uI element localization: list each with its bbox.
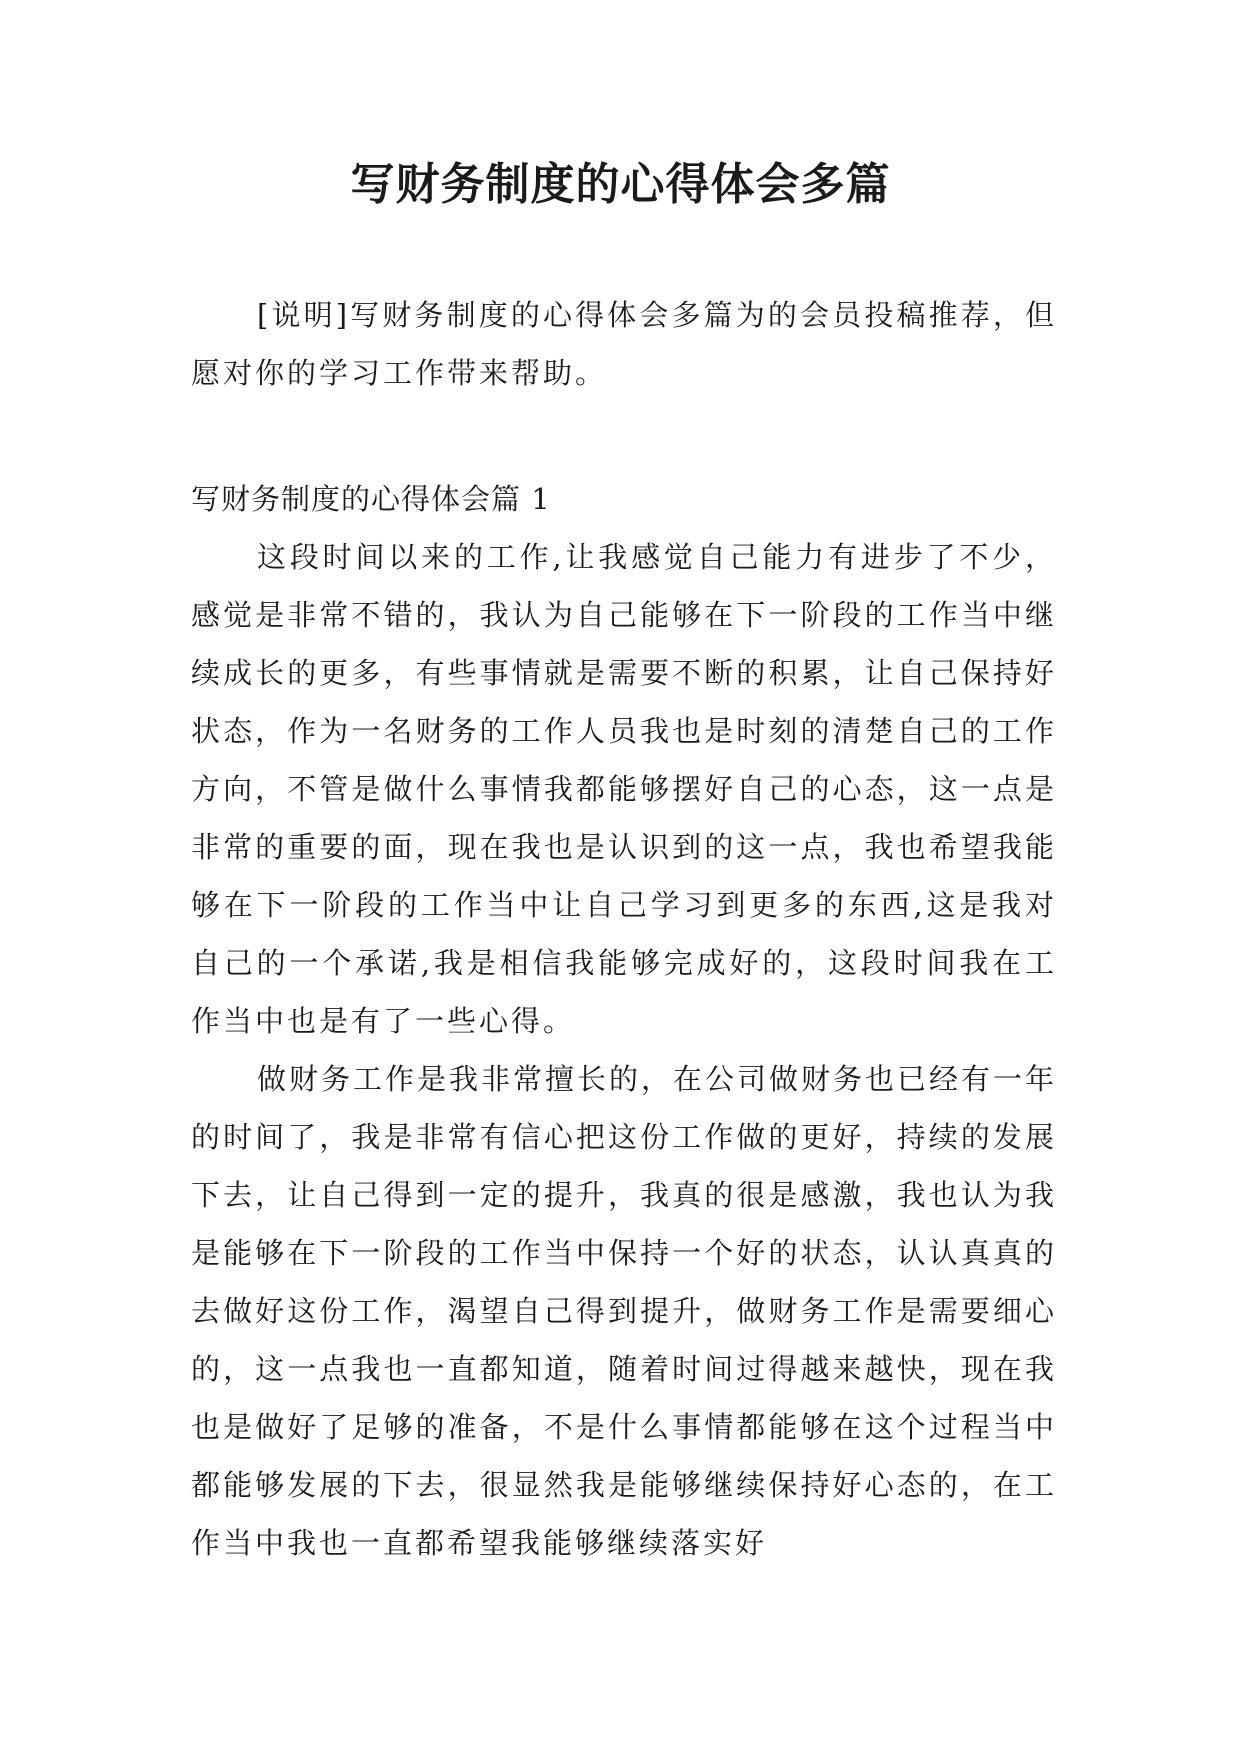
body-paragraph-2: 做财务工作是我非常擅长的，在公司做财务也已经有一年的时间了，我是非常有信心把这份工作做的更好，持续的发展下去，让自己得到一定的提升，我真的很是感激，我也认为我是能够在下一阶段的工作当中保持一个好的状态，认认真真的去做好这份工作，渴望自己得到提升，做财务工作是需要细心的，这一点我也一直都知道，随着时间过得越来越快，现在我也是做好了足够的准备，不是什么事情都能够在这个过程当中都能够发展的下去，很显然我是能够继续保持好心态的，在工作当中我也一直都希望我能够继续落实好 [191,1062,1058,1560]
document-title: 写财务制度的心得体会多篇 [350,159,891,210]
section-heading: 写财务制度的心得体会篇 1 [191,482,551,516]
intro-paragraph: [说明]写财务制度的心得体会多篇为的会员投稿推荐，但愿对你的学习工作带来帮助。 [191,298,1057,390]
body-paragraph-1: 这段时间以来的工作,让我感觉自己能力有进步了不少，感觉是非常不错的，我认为自己能够在下一阶段的工作当中继续成长的更多，有些事情就是需要不断的积累，让自己保持好状态，作为一名财务的工作人员我也是时刻的清楚自己的工作方向，不管是做什么事情我都能够摆好自己的心态，这一点是非常的重要的面，现在我也是认识到的这一点，我也希望我能够在下一阶段的工作当中让自己学习到更多的东西,这是我对自己的一个承诺,我是相信我能够完成好的，这段时间我在工作当中也是有了一些心得。 [191,540,1057,1038]
